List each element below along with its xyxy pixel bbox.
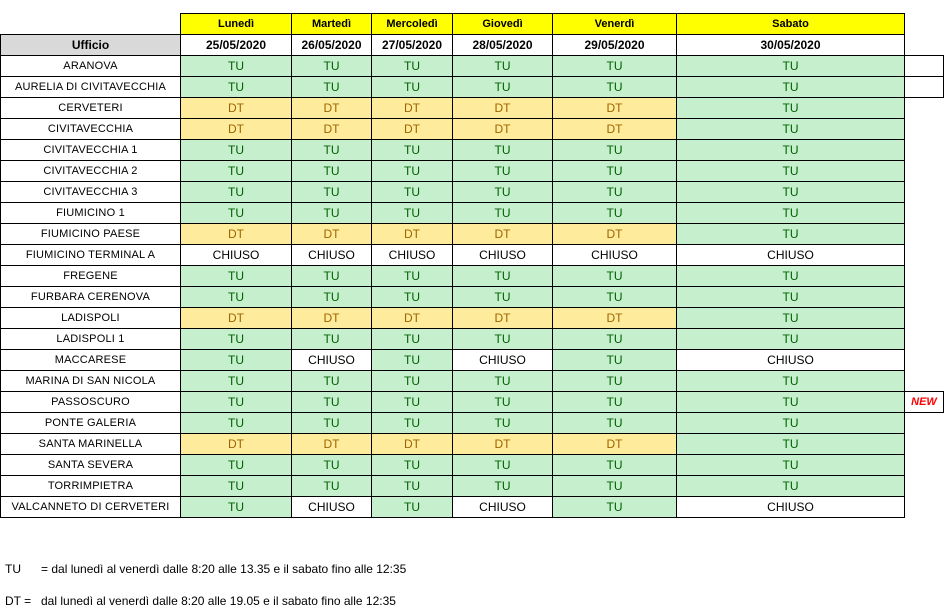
status-cell: TU [292, 203, 372, 224]
status-cell: TU [372, 182, 453, 203]
status-cell: DT [292, 434, 372, 455]
status-cell: TU [553, 203, 677, 224]
status-cell: TU [553, 497, 677, 518]
status-cell: CHIUSO [372, 245, 453, 266]
status-cell: TU [677, 56, 905, 77]
table-row [1, 245, 944, 266]
status-cell: TU [453, 329, 553, 350]
status-cell: TU [677, 203, 905, 224]
status-cell: DT [292, 224, 372, 245]
status-cell: TU [292, 266, 372, 287]
extra-cell [905, 455, 944, 476]
status-cell: DT [372, 434, 453, 455]
extra-cell [905, 119, 944, 140]
status-cell: TU [453, 392, 553, 413]
status-cell: DT [181, 98, 292, 119]
table-row [1, 182, 944, 203]
status-cell: TU [677, 182, 905, 203]
day-header-thursday: Giovedì [453, 14, 553, 35]
status-cell: TU [677, 434, 905, 455]
day-header-friday: Venerdì [553, 14, 677, 35]
table-row [1, 287, 944, 308]
office-name-cell: MARINA DI SAN NICOLA [1, 371, 181, 392]
status-cell: TU [181, 455, 292, 476]
table-row [1, 56, 944, 77]
status-cell: DT [553, 98, 677, 119]
extra-cell [905, 203, 944, 224]
status-cell: TU [181, 476, 292, 497]
status-cell: TU [372, 392, 453, 413]
day-header-wednesday: Mercoledì [372, 14, 453, 35]
table-row [1, 203, 944, 224]
status-cell: TU [453, 266, 553, 287]
office-name-cell: CIVITAVECCHIA 2 [1, 161, 181, 182]
blank-cell [905, 14, 944, 35]
status-cell: TU [292, 161, 372, 182]
status-cell: TU [677, 77, 905, 98]
status-cell: TU [677, 287, 905, 308]
office-name-cell: MACCARESE [1, 350, 181, 371]
extra-cell [905, 497, 944, 518]
status-cell: TU [453, 182, 553, 203]
office-name-cell: LADISPOLI 1 [1, 329, 181, 350]
status-cell: TU [677, 140, 905, 161]
status-cell: TU [292, 77, 372, 98]
status-cell: TU [677, 308, 905, 329]
status-cell: TU [292, 287, 372, 308]
status-cell: TU [372, 287, 453, 308]
extra-cell [905, 77, 944, 98]
table-row [1, 371, 944, 392]
extra-cell [905, 308, 944, 329]
status-cell: TU [453, 77, 553, 98]
date-header-wednesday: 27/05/2020 [372, 35, 453, 56]
office-name-cell: LADISPOLI [1, 308, 181, 329]
status-cell: DT [181, 224, 292, 245]
status-cell: DT [453, 119, 553, 140]
extra-cell [905, 224, 944, 245]
office-name-cell: PONTE GALERIA [1, 413, 181, 434]
status-cell: TU [372, 350, 453, 371]
status-cell: DT [453, 308, 553, 329]
extra-cell [905, 266, 944, 287]
date-header-saturday: 30/05/2020 [677, 35, 905, 56]
extra-cell [905, 56, 944, 77]
status-cell: TU [553, 56, 677, 77]
office-name-cell: FIUMICINO TERMINAL A [1, 245, 181, 266]
status-cell: TU [292, 392, 372, 413]
table-row [1, 266, 944, 287]
extra-cell [905, 182, 944, 203]
status-cell: DT [292, 308, 372, 329]
office-name-cell: FREGENE [1, 266, 181, 287]
status-cell: TU [292, 56, 372, 77]
status-cell: TU [181, 329, 292, 350]
status-cell: DT [553, 434, 677, 455]
office-name-cell: VALCANNETO DI CERVETERI [1, 497, 181, 518]
status-cell: TU [453, 371, 553, 392]
extra-cell [905, 371, 944, 392]
status-cell: TU [677, 455, 905, 476]
status-cell: CHIUSO [677, 350, 905, 371]
status-cell: TU [553, 413, 677, 434]
status-cell: TU [553, 182, 677, 203]
status-cell: TU [677, 161, 905, 182]
status-cell: TU [677, 413, 905, 434]
status-cell: DT [453, 224, 553, 245]
status-cell: TU [677, 224, 905, 245]
day-header-row [1, 14, 944, 35]
legend-text: dal lunedì al venerdì dalle 8:20 alle 19.05 e il sabato fino alle 12:35 [41, 594, 396, 608]
status-cell: CHIUSO [292, 497, 372, 518]
status-cell: DT [292, 119, 372, 140]
status-cell: TU [553, 266, 677, 287]
blank-corner [1, 14, 181, 35]
table-row [1, 329, 944, 350]
status-cell: TU [553, 140, 677, 161]
status-cell: TU [677, 119, 905, 140]
day-header-saturday: Sabato [677, 14, 905, 35]
status-cell: TU [453, 140, 553, 161]
status-cell: TU [372, 56, 453, 77]
legend-tu [5, 562, 406, 576]
status-cell: TU [453, 161, 553, 182]
extra-cell [905, 350, 944, 371]
status-cell: TU [553, 350, 677, 371]
status-cell: TU [553, 371, 677, 392]
date-header-tuesday: 26/05/2020 [292, 35, 372, 56]
office-name-cell: CERVETERI [1, 98, 181, 119]
table-row [1, 77, 944, 98]
status-cell: TU [553, 287, 677, 308]
extra-cell [905, 140, 944, 161]
status-cell: TU [677, 98, 905, 119]
date-header-friday: 29/05/2020 [553, 35, 677, 56]
status-cell: TU [553, 77, 677, 98]
new-badge: NEW [905, 392, 944, 413]
table-row [1, 119, 944, 140]
status-cell: TU [292, 455, 372, 476]
office-name-cell: PASSOSCURO [1, 392, 181, 413]
status-cell: TU [372, 476, 453, 497]
status-cell: DT [372, 224, 453, 245]
date-header-thursday: 28/05/2020 [453, 35, 553, 56]
status-cell: DT [553, 308, 677, 329]
status-cell: TU [181, 287, 292, 308]
office-name-cell: SANTA MARINELLA [1, 434, 181, 455]
extra-cell [905, 434, 944, 455]
status-cell: CHIUSO [453, 497, 553, 518]
table-row [1, 224, 944, 245]
status-cell: TU [453, 56, 553, 77]
status-cell: TU [372, 77, 453, 98]
office-name-cell: CIVITAVECCHIA 1 [1, 140, 181, 161]
status-cell: DT [181, 119, 292, 140]
status-cell: DT [553, 224, 677, 245]
status-cell: TU [292, 329, 372, 350]
status-cell: TU [372, 161, 453, 182]
status-cell: DT [372, 98, 453, 119]
blank-cell [905, 35, 944, 56]
status-cell: DT [292, 98, 372, 119]
table-row [1, 140, 944, 161]
office-name-cell: CIVITAVECCHIA 3 [1, 182, 181, 203]
status-cell: CHIUSO [453, 245, 553, 266]
table-row [1, 308, 944, 329]
status-cell: TU [181, 413, 292, 434]
extra-cell [905, 329, 944, 350]
status-cell: DT [181, 434, 292, 455]
status-cell: TU [372, 203, 453, 224]
table-row [1, 392, 944, 413]
status-cell: CHIUSO [292, 245, 372, 266]
status-cell: TU [181, 140, 292, 161]
table-row [1, 434, 944, 455]
status-cell: CHIUSO [292, 350, 372, 371]
status-cell: TU [677, 371, 905, 392]
status-cell: TU [292, 182, 372, 203]
extra-cell [905, 245, 944, 266]
status-cell: TU [677, 329, 905, 350]
office-name-cell: CIVITAVECCHIA [1, 119, 181, 140]
status-cell: TU [181, 371, 292, 392]
status-cell: TU [372, 266, 453, 287]
status-cell: TU [553, 476, 677, 497]
status-cell: TU [553, 161, 677, 182]
status-cell: TU [372, 329, 453, 350]
status-cell: TU [181, 203, 292, 224]
extra-cell [905, 98, 944, 119]
status-cell: TU [553, 455, 677, 476]
status-cell: TU [181, 77, 292, 98]
extra-cell [905, 287, 944, 308]
status-cell: TU [181, 161, 292, 182]
status-cell: DT [372, 119, 453, 140]
schedule-table [0, 13, 944, 518]
status-cell: TU [181, 182, 292, 203]
table-row [1, 497, 944, 518]
status-cell: TU [292, 413, 372, 434]
table-row [1, 413, 944, 434]
status-cell: TU [292, 371, 372, 392]
office-name-cell: TORRIMPIETRA [1, 476, 181, 497]
status-cell: DT [553, 119, 677, 140]
status-cell: CHIUSO [677, 245, 905, 266]
office-name-cell: AURELIA DI CIVITAVECCHIA [1, 77, 181, 98]
legend-code: DT = [5, 594, 32, 608]
status-cell: DT [453, 98, 553, 119]
extra-cell [905, 161, 944, 182]
status-cell: TU [553, 329, 677, 350]
office-name-cell: FIUMICINO PAESE [1, 224, 181, 245]
status-cell: TU [181, 350, 292, 371]
legend-dt [5, 594, 396, 608]
status-cell: TU [181, 497, 292, 518]
table-row [1, 350, 944, 371]
status-cell: TU [181, 56, 292, 77]
status-cell: TU [453, 287, 553, 308]
office-name-cell: FIUMICINO 1 [1, 203, 181, 224]
date-header-monday: 25/05/2020 [181, 35, 292, 56]
status-cell: TU [372, 497, 453, 518]
status-cell: DT [372, 308, 453, 329]
day-header-tuesday: Martedì [292, 14, 372, 35]
status-cell: TU [553, 392, 677, 413]
office-column-header: Ufficio [1, 35, 181, 56]
date-header-row [1, 35, 944, 56]
table-row [1, 455, 944, 476]
status-cell: TU [677, 266, 905, 287]
status-cell: CHIUSO [181, 245, 292, 266]
day-header-monday: Lunedì [181, 14, 292, 35]
status-cell: TU [181, 392, 292, 413]
status-cell: TU [453, 413, 553, 434]
status-cell: TU [453, 476, 553, 497]
status-cell: TU [453, 203, 553, 224]
status-cell: TU [181, 266, 292, 287]
status-cell: TU [372, 140, 453, 161]
table-row [1, 98, 944, 119]
legend-text: = dal lunedì al venerdì dalle 8:20 alle 13.35 e il sabato fino alle 12:35 [41, 562, 407, 576]
office-name-cell: ARANOVA [1, 56, 181, 77]
status-cell: TU [372, 413, 453, 434]
office-name-cell: FURBARA CERENOVA [1, 287, 181, 308]
extra-cell [905, 413, 944, 434]
status-cell: TU [453, 455, 553, 476]
legend-code: TU [5, 562, 21, 576]
status-cell: TU [292, 140, 372, 161]
status-cell: TU [677, 392, 905, 413]
table-row [1, 476, 944, 497]
status-cell: CHIUSO [677, 497, 905, 518]
table-row [1, 161, 944, 182]
status-cell: DT [453, 434, 553, 455]
status-cell: TU [372, 371, 453, 392]
status-cell: CHIUSO [553, 245, 677, 266]
extra-cell [905, 476, 944, 497]
status-cell: TU [292, 476, 372, 497]
status-cell: TU [677, 476, 905, 497]
status-cell: TU [372, 455, 453, 476]
office-name-cell: SANTA SEVERA [1, 455, 181, 476]
status-cell: DT [181, 308, 292, 329]
status-cell: CHIUSO [453, 350, 553, 371]
